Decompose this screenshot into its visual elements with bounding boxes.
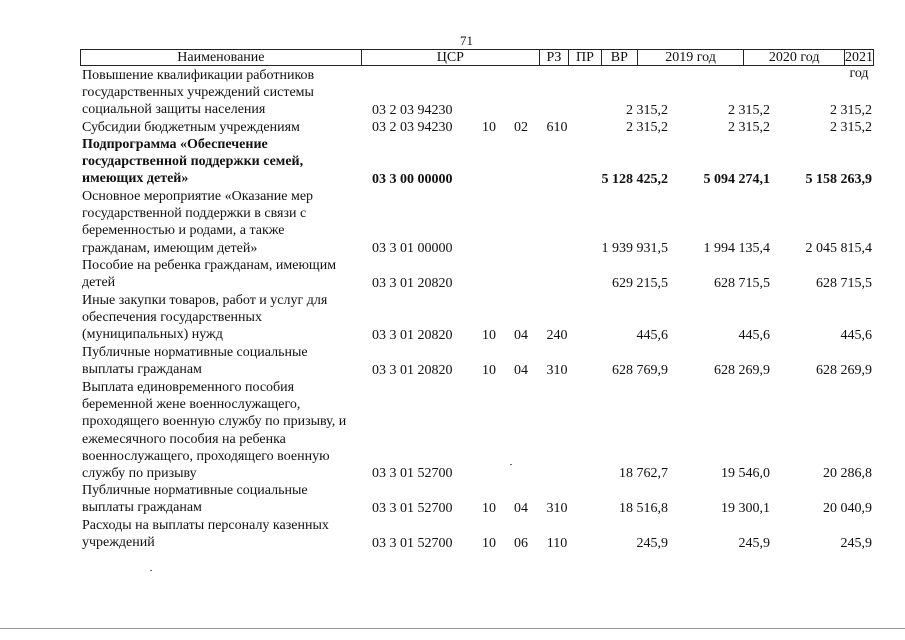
scan-edge-line <box>0 628 905 629</box>
row-2019: 628 769,9 <box>612 362 668 378</box>
row-2019: 18 762,7 <box>619 465 668 481</box>
row-vr: 310 <box>546 362 568 378</box>
row-2020: 628 269,9 <box>714 362 770 378</box>
row-2019: 1 939 931,5 <box>601 240 668 256</box>
table-row <box>82 344 874 379</box>
row-pr: 06 <box>514 535 528 551</box>
row-2021: 2 315,2 <box>830 119 872 135</box>
table-row <box>82 136 874 188</box>
row-rz: 10 <box>482 362 496 378</box>
row-pr: 04 <box>514 362 528 378</box>
row-2019: 18 516,8 <box>619 500 668 516</box>
row-name: Основное мероприятие «Оказание мер государственной поддержки в связи с беременностью и родами, а также гражданам, имеющим детей» <box>82 189 314 256</box>
row-csr: 03 2 03 94230 <box>372 119 453 135</box>
row-2021: 5 158 263,9 <box>805 171 872 187</box>
row-csr: 03 3 01 52700 <box>372 465 453 481</box>
row-2020: 445,6 <box>738 327 770 343</box>
row-2019: 629 215,5 <box>612 275 668 291</box>
row-rz: 10 <box>482 500 496 516</box>
row-2020: 245,9 <box>738 535 770 551</box>
row-2021: 445,6 <box>840 327 872 343</box>
row-vr: 110 <box>546 535 568 551</box>
row-2019: 5 128 425,2 <box>601 171 668 187</box>
row-csr: 03 3 01 20820 <box>372 327 453 343</box>
row-2021: 245,9 <box>840 535 872 551</box>
row-pr: 04 <box>514 500 528 516</box>
row-2020: 628 715,5 <box>714 275 770 291</box>
header-2021: 2021 год <box>845 50 873 81</box>
row-2020: 5 094 274,1 <box>703 171 770 187</box>
row-pr: 02 <box>514 119 528 135</box>
table-row <box>82 188 874 257</box>
scan-speck <box>150 570 152 571</box>
row-2020: 2 315,2 <box>728 119 770 135</box>
row-2020: 2 315,2 <box>728 102 770 118</box>
row-vr: 310 <box>546 500 568 516</box>
row-name: Повышение квалификации работников государственных учреждений системы социальной защиты населения <box>82 68 315 118</box>
table-row <box>82 67 874 119</box>
row-csr: 03 2 03 94230 <box>372 102 453 118</box>
header-2020: 2020 год <box>744 50 845 65</box>
row-csr: 03 3 01 20820 <box>372 362 453 378</box>
header-pr: ПР <box>569 50 602 65</box>
row-rz: 10 <box>482 119 496 135</box>
row-csr: 03 3 01 52700 <box>372 500 453 516</box>
row-vr: 610 <box>546 119 568 135</box>
row-rz: 10 <box>482 535 496 551</box>
table-row <box>82 119 874 136</box>
row-2020: 19 300,1 <box>721 500 770 516</box>
table-row <box>82 257 874 292</box>
row-csr: 03 3 01 00000 <box>372 240 453 256</box>
row-2021: 628 269,9 <box>816 362 872 378</box>
row-2021: 2 045 815,4 <box>805 240 872 256</box>
row-csr: 03 3 00 00000 <box>372 171 453 187</box>
row-name: Публичные нормативные социальные выплаты гражданам <box>82 483 308 516</box>
header-name: Наименование <box>81 50 362 65</box>
scan-speck <box>510 464 512 465</box>
row-2021: 628 715,5 <box>816 275 872 291</box>
row-csr: 03 3 01 20820 <box>372 275 453 291</box>
table-row <box>82 482 874 517</box>
row-rz: 10 <box>482 327 496 343</box>
page-number: 71 <box>460 33 473 48</box>
row-2021: 20 040,9 <box>823 500 872 516</box>
row-2019: 2 315,2 <box>626 119 668 135</box>
table-header <box>80 49 874 81</box>
row-csr: 03 3 01 52700 <box>372 535 453 551</box>
row-name: Иные закупки товаров, работ и услуг для обеспечения государственных (муниципальных) нужд <box>82 293 328 343</box>
row-name: Расходы на выплаты персоналу казенных учреждений <box>82 518 329 551</box>
header-rz: РЗ <box>540 50 569 65</box>
table-row <box>82 292 874 344</box>
row-name: Публичные нормативные социальные выплаты гражданам <box>82 345 308 378</box>
row-2020: 19 546,0 <box>721 465 770 481</box>
row-2020: 1 994 135,4 <box>703 240 770 256</box>
row-vr: 240 <box>546 327 568 343</box>
row-2019: 445,6 <box>636 327 668 343</box>
header-2019: 2019 год <box>638 50 745 65</box>
header-vr: ВР <box>602 50 638 65</box>
row-name: Выплата единовременного пособия беременной жене военнослужащего, проходящего военную службу по призыву, и ежемесячного пособия на ребенка военнослужащего, проходящего военную службу по призыву <box>82 380 347 482</box>
header-csr: ЦСР <box>362 50 540 65</box>
table-row <box>82 517 874 552</box>
table-row <box>82 379 874 482</box>
row-name: Подпрограмма «Обеспечение государственной поддержки семей, имеющих детей» <box>82 137 304 187</box>
row-2019: 2 315,2 <box>626 102 668 118</box>
row-2019: 245,9 <box>636 535 668 551</box>
row-2021: 2 315,2 <box>830 102 872 118</box>
row-pr: 04 <box>514 327 528 343</box>
row-name: Субсидии бюджетным учреждениям <box>82 120 300 135</box>
row-name: Пособие на ребенка гражданам, имеющим детей <box>82 258 337 291</box>
row-2021: 20 286,8 <box>823 465 872 481</box>
